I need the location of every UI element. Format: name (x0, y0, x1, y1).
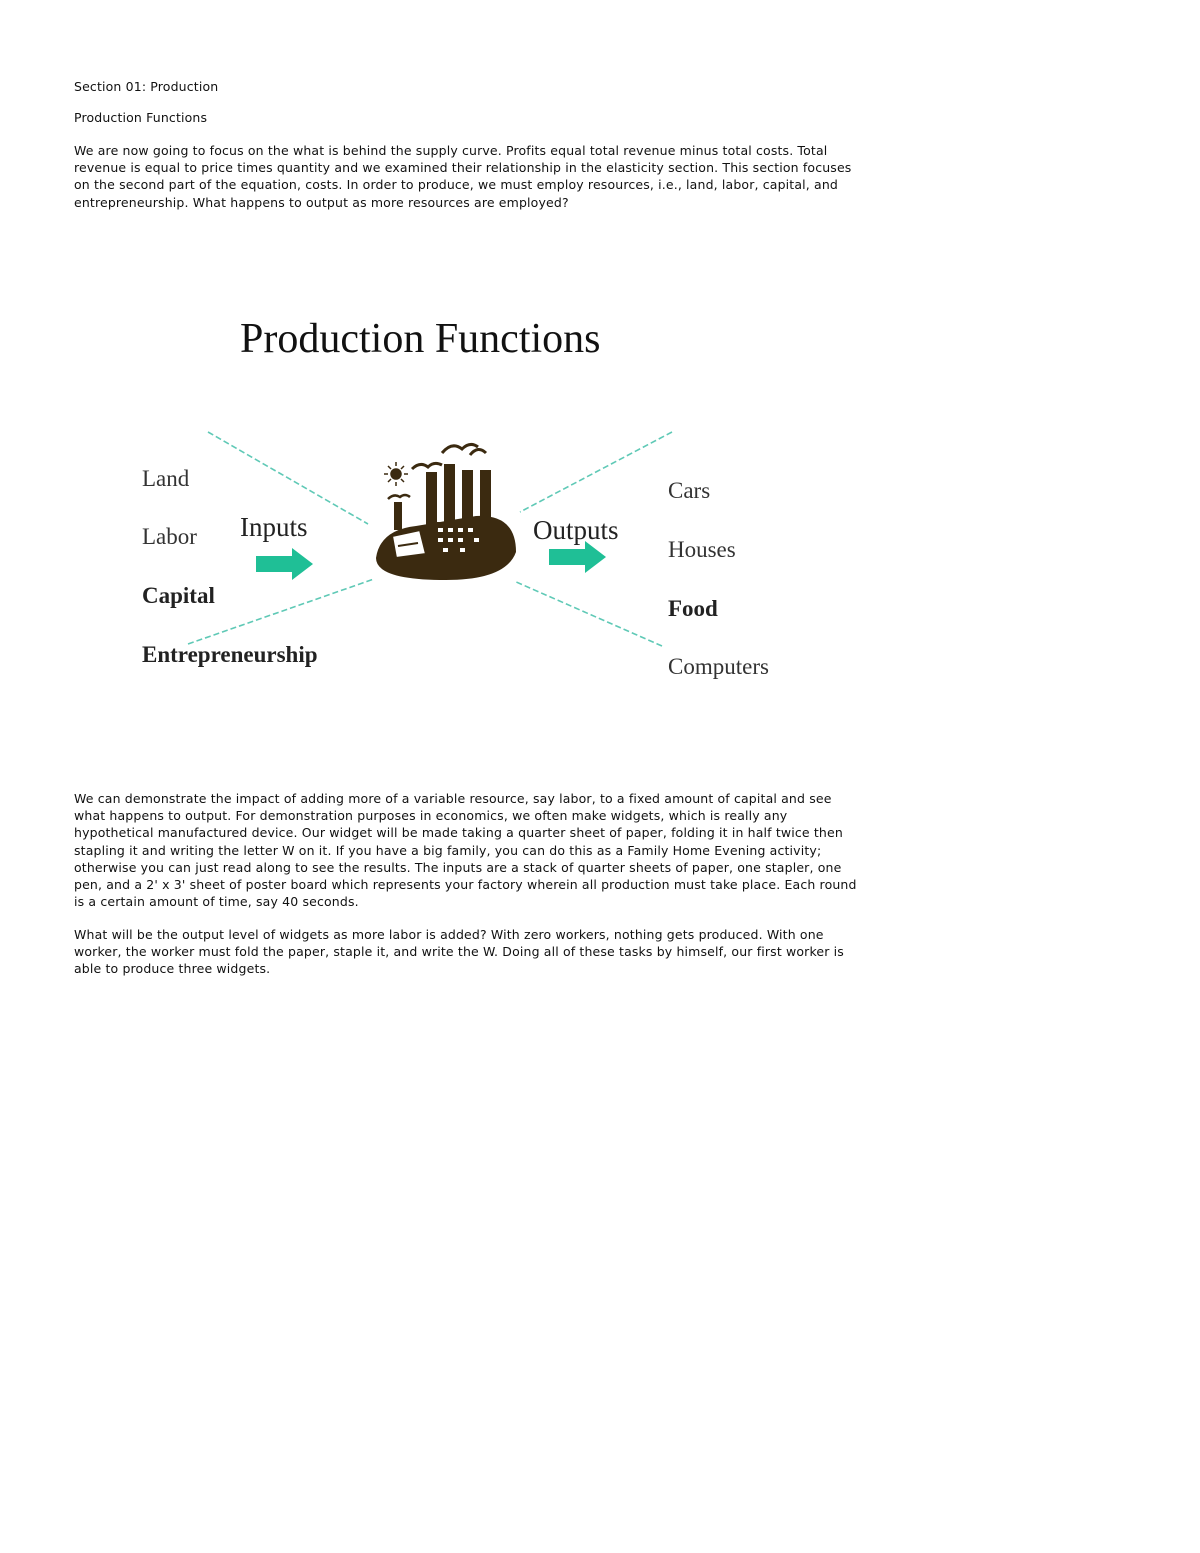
input-item-land: Land (142, 466, 190, 491)
section-heading: Section 01: Production (74, 79, 219, 94)
factory-icon (376, 444, 516, 580)
paragraph-output-level: What will be the output level of widgets as more labor is added? With zero workers, nothing gets produced. With one worker, the worker must fold the paper, staple it, and write the W. Doing all of these tasks by himself, our first worker is able to produce three widgets. (74, 927, 844, 977)
paragraph-widget-demo: We can demonstrate the impact of adding more of a variable resource, say labor, to a fixed amount of capital and see what happens to output. For demonstration purposes in economics, we often make widgets, which is really any hypothetical manufactured device. Our widget will be made taking a quarter sheet of paper, folding it in half twice then stapling it and writing the letter W on it. If you have a big family, you can do this as a Family Home Evening activity; otherwise you can just read along to see the results. The inputs are a stack of quarter sheets of paper, one stapler, one pen, and a 2' x 3' sheet of poster board which represents your factory wherein all production must take place. Each round is a certain amount of time, say 40 seconds. (74, 791, 857, 910)
diagram-title: Production Functions (240, 316, 601, 362)
output-item-food: Food (668, 596, 718, 621)
sun-icon (384, 462, 408, 486)
inputs-label: Inputs (240, 512, 308, 542)
right-arrow-icon (256, 548, 313, 580)
input-item-capital: Capital (142, 583, 215, 608)
output-item-cars: Cars (668, 478, 711, 503)
sub-heading: Production Functions (74, 110, 208, 125)
paragraph-intro: We are now going to focus on the what is behind the supply curve. Profits equal total revenue minus total costs. Total revenue is equal to price times quantity and we examined their relationship in the elasticity section. This section focuses on the second part of the equation, costs. In order to produce, we must employ resources, i.e., land, labor, capital, and entrepreneurship. What happens to output as more resources are employed? (74, 143, 852, 210)
input-item-entrepreneurship: Entrepreneurship (142, 642, 318, 667)
input-item-labor: Labor (142, 524, 197, 549)
right-arrow-icon (549, 541, 606, 573)
outputs-label: Outputs (533, 515, 619, 545)
output-item-computers: Computers (668, 654, 769, 679)
output-item-houses: Houses (668, 537, 736, 562)
production-functions-diagram (130, 300, 850, 700)
